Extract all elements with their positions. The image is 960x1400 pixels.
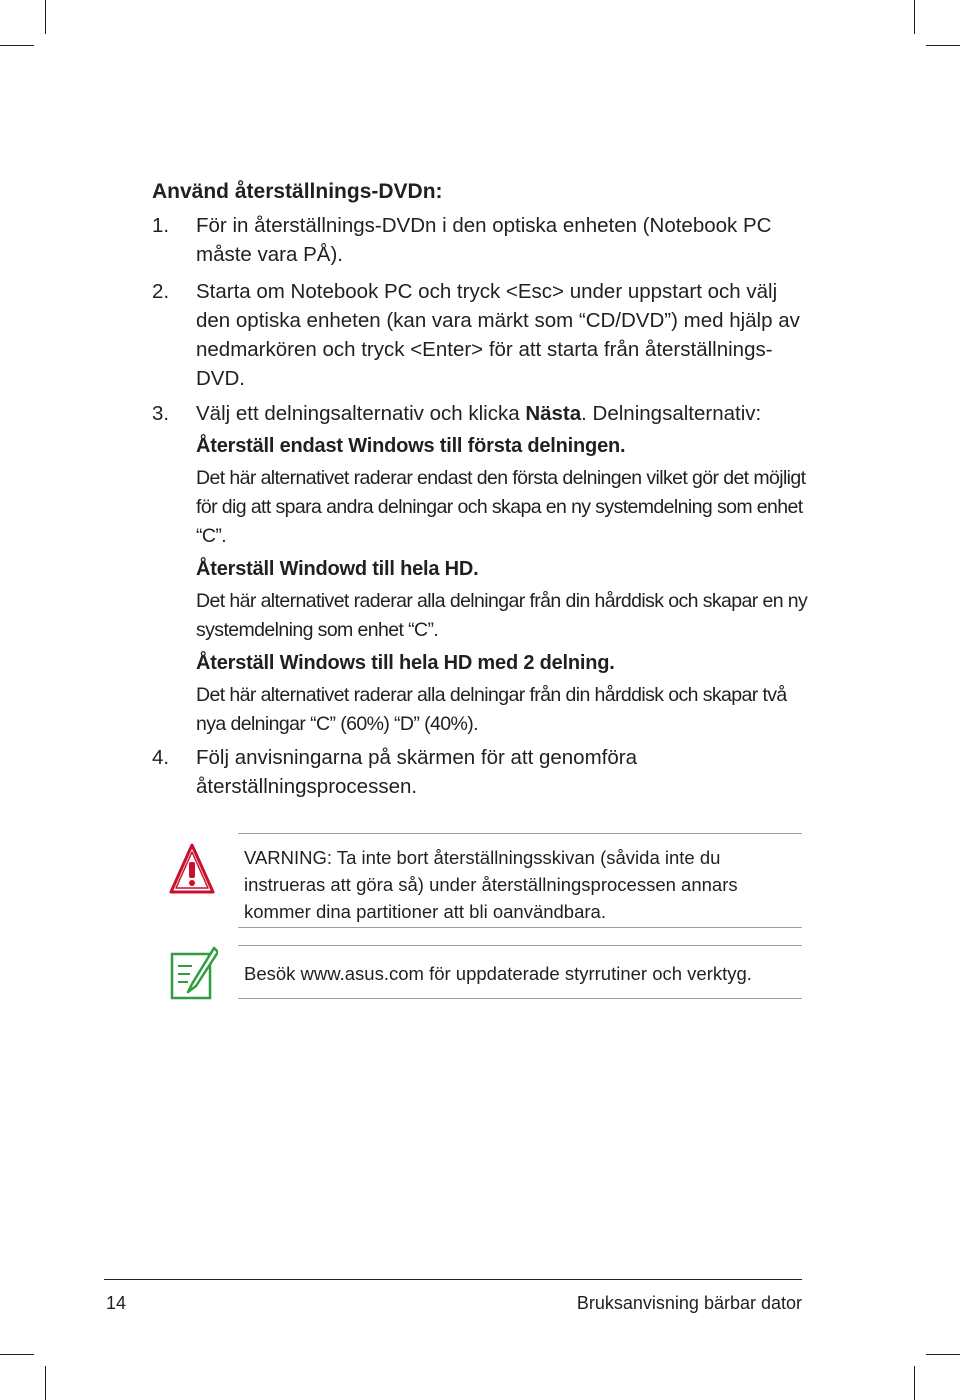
warning-box	[238, 833, 802, 928]
page-number: 14	[106, 1293, 127, 1313]
step-text: . Delningsalternativ:	[581, 402, 762, 425]
option-title: Återställ endast Windows till första delningen.	[196, 435, 626, 457]
step-1	[152, 211, 812, 269]
step-4	[152, 743, 812, 801]
option-description: Det här alternativet raderar endast den första delningen vilket gör det möjligt för dig att spara andra delningar och skapa en ny systemdelning som enhet “C”.	[196, 467, 806, 547]
option-description: Det här alternativet raderar alla delningar från din hårddisk och skapar två nya delningar “C” (60%) “D” (40%).	[196, 684, 787, 735]
crop-mark	[914, 1366, 915, 1400]
step-number: 3.	[152, 402, 170, 425]
step-number: 1.	[152, 214, 170, 237]
note-box	[238, 945, 802, 999]
step-number: 2.	[152, 280, 170, 303]
step-3	[152, 399, 812, 428]
warning-text: VARNING: Ta inte bort återställningsskivan (såvida inte du instrueras att göra så) under återställningsprocessen annars kommer dina partitioner att bli oanvändbara.	[244, 847, 738, 922]
note-pencil-icon	[168, 946, 218, 1002]
crop-mark	[926, 45, 960, 46]
warning-icon	[168, 842, 216, 898]
option-title: Återställ Windowd till hela HD.	[196, 558, 479, 580]
crop-mark	[45, 1366, 46, 1400]
step-text: Starta om Notebook PC och tryck <Esc> under uppstart och välj den optiska enheten (kan vara märkt som “CD/DVD”) med hjälp av nedmarkören och tryck <Enter> för att starta från återställnings-DVD.	[196, 280, 800, 390]
option-title: Återställ Windows till hela HD med 2 delning.	[196, 652, 615, 674]
option-description: Det här alternativet raderar alla delningar från din hårddisk och skapar en ny systemdelning som enhet “C”.	[196, 590, 808, 641]
footer-title: Bruksanvisning bärbar dator	[576, 1293, 802, 1313]
step-text: Välj ett delningsalternativ och klicka	[196, 402, 526, 425]
crop-mark	[914, 0, 915, 34]
step-number: 4.	[152, 746, 170, 769]
section-heading: Använd återställnings-DVDn:	[152, 180, 443, 203]
crop-mark	[0, 1354, 34, 1355]
crop-mark	[926, 1354, 960, 1355]
step-text: Följ anvisningarna på skärmen för att genomföra återställningsprocessen.	[196, 746, 637, 798]
crop-mark	[0, 45, 34, 46]
note-text: Besök www.asus.com för uppdaterade styrrutiner och verktyg.	[244, 963, 752, 984]
step-text: För in återställnings-DVDn i den optiska enheten (Notebook PC måste vara PÅ).	[196, 214, 772, 266]
crop-mark	[45, 0, 46, 34]
step-bold-text: Nästa	[525, 402, 582, 425]
step-2	[152, 277, 812, 393]
footer-divider	[104, 1279, 802, 1280]
main-content	[152, 178, 812, 801]
